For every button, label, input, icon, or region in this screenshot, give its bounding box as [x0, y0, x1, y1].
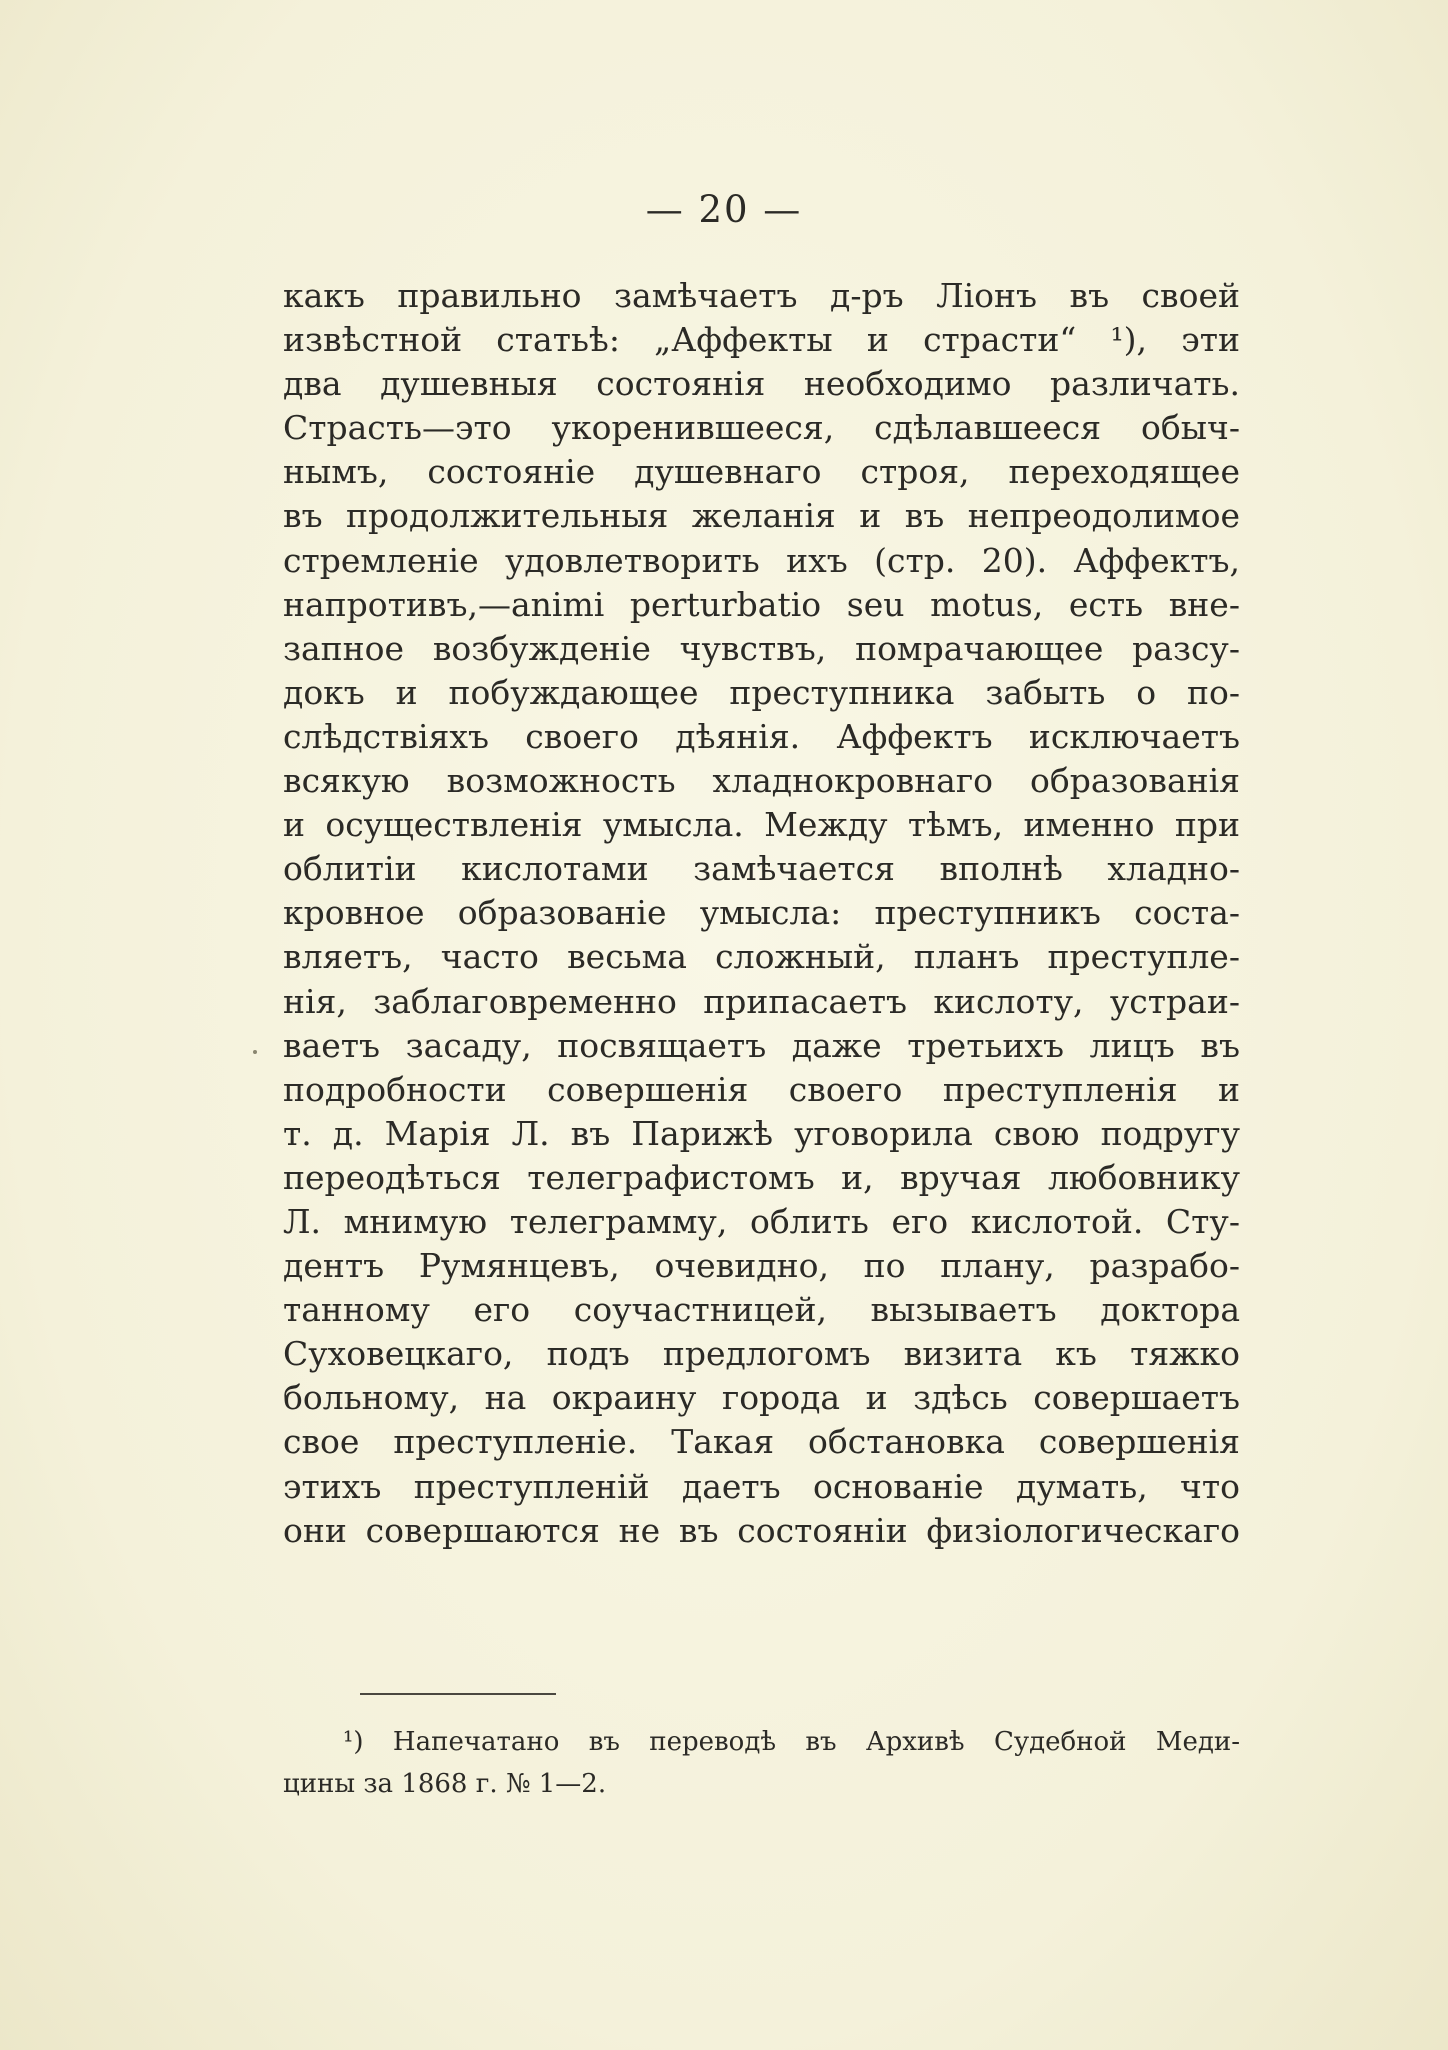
text-line: Л. мнимую телеграмму, облить его кислотой. Сту-: [283, 1201, 1240, 1241]
text-line: танному его соучастницей, вызываетъ доктора: [283, 1290, 1240, 1330]
body-text: [283, 274, 1240, 1553]
text-line: въ продолжительныя желанія и въ непреодолимое: [283, 496, 1240, 536]
text-line: нымъ, состояніе душевнаго строя, переходящее: [283, 452, 1240, 492]
text-line: Страсть—это укоренившееся, сдѣлавшееся обыч-: [283, 408, 1240, 448]
text-line: они совершаются не въ состояніи физіологическаго: [283, 1510, 1240, 1550]
paper-speck: [253, 1050, 257, 1054]
text-line: больному, на окраину города и здѣсь совершаетъ: [283, 1378, 1240, 1418]
footnote-line: цины за 1868 г. № 1—2.: [283, 1769, 607, 1799]
text-line: ваетъ засаду, посвящаетъ даже третьихъ лицъ въ: [283, 1025, 1240, 1065]
text-line: вляетъ, часто весьма сложный, планъ преступле-: [283, 937, 1240, 977]
footnote: [283, 1721, 1240, 1805]
text-line: облитіи кислотами замѣчается вполнѣ хладно-: [283, 849, 1240, 889]
text-line: дентъ Румянцевъ, очевидно, по плану, разрабо-: [283, 1246, 1240, 1286]
text-line: напротивъ,—animi perturbatio seu motus, есть вне-: [283, 584, 1240, 624]
text-line: кровное образованіе умысла: преступникъ соста-: [283, 893, 1240, 933]
page-number: — 20 —: [645, 188, 803, 231]
text-line: извѣстной статьѣ: „Аффекты и страсти“ ¹), эти: [283, 320, 1240, 360]
text-line: Суховецкаго, подъ предлогомъ визита къ тяжко: [283, 1334, 1240, 1374]
text-line: т. д. Марія Л. въ Парижѣ уговорила свою подругу: [283, 1113, 1240, 1153]
footnote-line: ¹) Напечатано въ переводѣ въ Архивѣ Судебной Меди-: [343, 1727, 1240, 1757]
text-line: этихъ преступленій даетъ основаніе думать, что: [283, 1466, 1240, 1506]
text-line: всякую возможность хладнокровнаго образованія: [283, 761, 1240, 801]
text-line: и осуществленія умысла. Между тѣмъ, именно при: [283, 805, 1240, 845]
text-line: два душевныя состоянія необходимо различать.: [283, 364, 1240, 404]
text-line: переодѣться телеграфистомъ и, вручая любовнику: [283, 1157, 1240, 1197]
text-line: подробности совершенія своего преступленія и: [283, 1069, 1240, 1109]
text-line: свое преступленіе. Такая обстановка совершенія: [283, 1422, 1240, 1462]
text-line: нія, заблаговременно припасаетъ кислоту, устраи-: [283, 981, 1240, 1021]
text-line: стремленіе удовлетворить ихъ (стр. 20). Аффектъ,: [283, 540, 1240, 580]
text-line: слѣдствіяхъ своего дѣянія. Аффектъ исключаетъ: [283, 716, 1240, 756]
text-line: докъ и побуждающее преступника забыть о по-: [283, 672, 1240, 712]
text-line: запное возбужденіе чувствъ, помрачающее разсу-: [283, 628, 1240, 668]
text-line: какъ правильно замѣчаетъ д-ръ Ліонъ въ своей: [283, 276, 1240, 315]
footnote-divider: [360, 1693, 556, 1695]
